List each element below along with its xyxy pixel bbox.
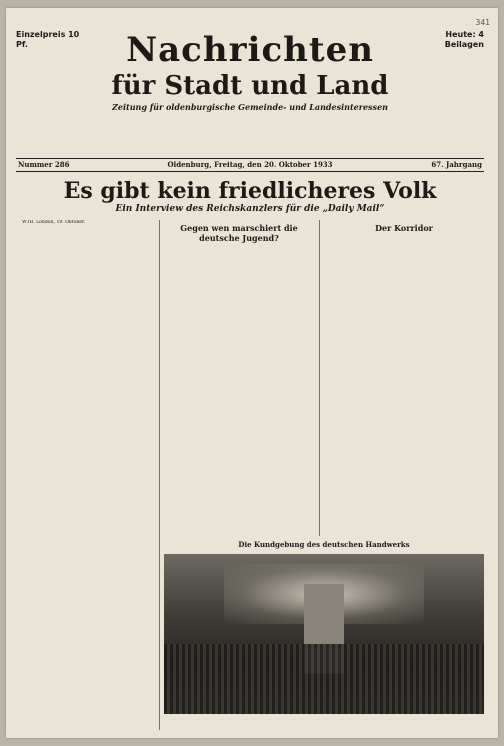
- article-column-2: [164, 220, 314, 536]
- archive-number: 341: [475, 18, 490, 27]
- news-photo: [164, 554, 484, 714]
- volume-year: 67. Jahrgang: [431, 160, 482, 169]
- column-rule: [319, 220, 320, 536]
- supplements-label: Heute: 4 Beilagen: [444, 30, 484, 49]
- photo-crowd: [164, 644, 484, 714]
- price-label: Einzelpreis 10 Pf.: [16, 30, 80, 49]
- dateline: WTB. London, 19. Oktober.: [22, 220, 86, 225]
- masthead-left-ear: [16, 30, 88, 50]
- newspaper-title-line2: für Stadt und Land: [111, 71, 389, 101]
- date-bar: [16, 158, 484, 172]
- photo-title: Die Kundgebung des deutschen Handwerks: [238, 540, 410, 549]
- newspaper-title-line1: Nachrichten: [126, 30, 374, 70]
- masthead: [16, 30, 484, 140]
- newspaper-page: [6, 8, 498, 738]
- issue-date: Oldenburg, Freitag, den 20. Oktober 1933: [167, 160, 333, 169]
- section-heading-jugend: Gegen wen marschiert die deutsche Jugend?: [180, 223, 298, 243]
- column-rule: [159, 220, 160, 730]
- issue-number: Nummer 286: [18, 160, 70, 169]
- article-column-3: [324, 220, 484, 536]
- sub-headline: Ein Interview des Reichskanzlers für die „Daily Mail“: [115, 204, 385, 214]
- masthead-right-ear: [412, 30, 484, 50]
- article-column-1: [16, 220, 154, 730]
- main-headline: Es gibt kein friedlicheres Volk: [63, 178, 437, 204]
- section-heading-korridor: Der Korridor: [375, 223, 433, 233]
- newspaper-subtitle: Zeitung für oldenburgische Gemeinde- und Landesinteressen: [112, 102, 388, 112]
